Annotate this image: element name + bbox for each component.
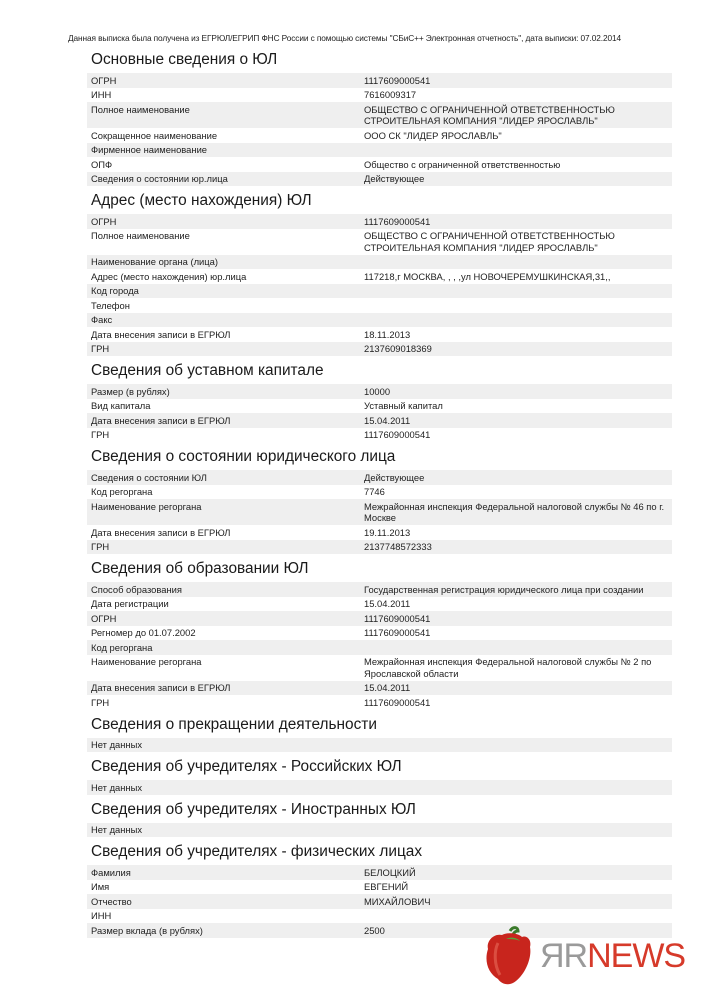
table-row	[87, 540, 672, 555]
field-label: Адрес (место нахождения) юр.лица	[91, 270, 247, 282]
watermark-text-part1: ЯR	[540, 937, 588, 975]
field-value	[364, 910, 672, 922]
field-value: 19.11.2013	[364, 526, 411, 538]
table-row	[87, 413, 672, 428]
field-label: ГРН	[91, 429, 110, 440]
field-value: 117218,г МОСКВА, , , ,ул НОВОЧЕРЕМУШКИНСКАЯ,31,,	[364, 270, 611, 282]
field-label: Дата внесения записи в ЕГРЮЛ	[91, 682, 231, 693]
table-row	[87, 626, 672, 641]
section-title: Сведения о состоянии юридического лица	[91, 448, 396, 465]
table-row	[87, 172, 672, 187]
field-label: Дата внесения записи в ЕГРЮЛ	[91, 526, 231, 538]
field-label: Дата внесения записи в ЕГРЮЛ	[91, 414, 231, 426]
table-row	[87, 269, 672, 284]
field-value: 2137748572333	[364, 541, 432, 552]
table-row	[87, 428, 672, 443]
section-title: Сведения об уставном капитале	[91, 362, 324, 379]
field-label: Наименование регоргана	[91, 500, 202, 512]
field-value: 1117609000541	[364, 696, 431, 708]
table-row	[87, 284, 672, 299]
section-table	[87, 823, 672, 838]
field-value: ЕВГЕНИЙ	[364, 881, 409, 892]
field-label: Имя	[91, 881, 110, 892]
table-row	[87, 597, 672, 612]
field-label: Нет данных	[91, 739, 143, 750]
field-value	[364, 642, 672, 654]
field-value: 1117609000541	[364, 74, 431, 86]
document-body	[87, 50, 672, 943]
field-label: Вид капитала	[91, 400, 151, 411]
field-label: Нет данных	[91, 781, 143, 793]
section-title: Основные сведения о ЮЛ	[91, 51, 278, 68]
field-value	[364, 314, 672, 326]
section-table	[87, 780, 672, 795]
field-value: БЕЛОЦКИЙ	[364, 866, 416, 878]
field-value: ООО СК "ЛИДЕР ЯРОСЛАВЛЬ"	[364, 129, 502, 141]
section-title: Сведения об учредителях - Российских ЮЛ	[91, 758, 402, 775]
field-label: Полное наименование	[91, 103, 190, 115]
table-row	[87, 399, 672, 414]
field-label: Код регоргана	[91, 486, 153, 497]
section-title: Сведения об учредителях - Иностранных ЮЛ	[91, 800, 416, 818]
field-value: Государственная регистрация юридического лица при создании	[364, 583, 644, 595]
table-row	[87, 214, 672, 229]
field-value: Межрайонная инспекция Федеральной налоговой службы № 2 по Ярославской области	[364, 656, 652, 679]
field-label: Наименование органа (лица)	[91, 256, 218, 267]
table-row	[87, 780, 672, 795]
table-row	[87, 880, 672, 895]
field-label: Код города	[91, 285, 139, 296]
table-row	[87, 384, 672, 399]
field-label: Фамилия	[91, 866, 131, 878]
field-value: Уставный капитал	[364, 400, 443, 411]
field-value: Действующее	[364, 471, 425, 483]
table-row	[87, 143, 672, 158]
section-table	[87, 73, 672, 186]
section-title: Сведения об образовании ЮЛ	[91, 560, 309, 577]
field-label: Телефон	[91, 299, 130, 311]
table-row	[87, 681, 672, 696]
extract-source-note: Данная выписка была получена из ЕГРЮЛ/ЕГРИП ФНС России с помощью системы "СБиС++ Электронная отчетность", дата выписки: 07.02.2014	[68, 33, 622, 43]
field-value	[364, 300, 672, 312]
field-value	[364, 782, 672, 794]
section-table	[87, 470, 672, 554]
table-row	[87, 342, 672, 357]
table-row	[87, 485, 672, 500]
section-table	[87, 582, 672, 710]
field-label: Дата регистрации	[91, 598, 169, 609]
field-label: ИНН	[91, 89, 112, 100]
field-value: 1117609000541	[364, 627, 431, 638]
field-value: 18.11.2013	[364, 328, 411, 340]
table-row	[87, 313, 672, 328]
watermark-text	[540, 937, 685, 976]
yarnews-watermark	[480, 925, 686, 990]
field-label: ОГРН	[91, 74, 117, 86]
field-value: 7746	[364, 486, 385, 497]
field-value: 15.04.2011	[364, 414, 411, 426]
field-value: 15.04.2011	[364, 682, 411, 693]
field-value: 15.04.2011	[364, 598, 411, 609]
section-title: Сведения об учредителях - физических лицах	[91, 843, 423, 860]
field-label: Код регоргана	[91, 641, 153, 653]
table-row	[87, 695, 672, 710]
table-row	[87, 894, 672, 909]
field-value: 1117609000541	[364, 612, 431, 624]
table-row	[87, 738, 672, 753]
table-row	[87, 582, 672, 597]
field-value	[364, 739, 672, 751]
table-row	[87, 499, 672, 525]
field-label: ОПФ	[91, 158, 113, 170]
table-row	[87, 157, 672, 172]
field-value: ОБЩЕСТВО С ОГРАНИЧЕННОЙ ОТВЕТСТВЕННОСТЬЮ СТРОИТЕЛЬНАЯ КОМПАНИЯ "ЛИДЕР ЯРОСЛАВЛЬ"	[364, 230, 615, 253]
table-row	[87, 73, 672, 88]
table-row	[87, 298, 672, 313]
field-value: МИХАЙЛОВИЧ	[364, 895, 431, 907]
table-row	[87, 470, 672, 485]
field-value	[364, 824, 672, 836]
table-row	[87, 327, 672, 342]
section-table	[87, 738, 672, 753]
table-row	[87, 229, 672, 255]
field-value: 2500	[364, 924, 385, 936]
table-row	[87, 102, 672, 128]
table-row	[87, 909, 672, 924]
field-label: ГРН	[91, 541, 110, 552]
section-table	[87, 214, 672, 356]
table-row	[87, 128, 672, 143]
field-label: Полное наименование	[91, 230, 190, 241]
field-value: ОБЩЕСТВО С ОГРАНИЧЕННОЙ ОТВЕТСТВЕННОСТЬЮ СТРОИТЕЛЬНАЯ КОМПАНИЯ "ЛИДЕР ЯРОСЛАВЛЬ"	[364, 103, 615, 126]
table-row	[87, 525, 672, 540]
field-label: Дата внесения записи в ЕГРЮЛ	[91, 328, 231, 340]
section-title: Адрес (место нахождения) ЮЛ	[91, 192, 312, 209]
field-label: Сведения о состоянии юр.лица	[91, 173, 228, 184]
field-value	[364, 285, 672, 297]
table-row	[87, 611, 672, 626]
field-label: Регномер до 01.07.2002	[91, 627, 196, 638]
field-value: 1117609000541	[364, 215, 431, 227]
field-label: ГРН	[91, 696, 110, 708]
field-label: Сведения о состоянии ЮЛ	[91, 471, 207, 483]
field-value: Межрайонная инспекция Федеральной налоговой службы № 46 по г. Москве	[364, 500, 665, 523]
table-row	[87, 255, 672, 270]
red-pepper-icon	[480, 925, 540, 987]
field-value: Общество с ограниченной ответственностью	[364, 158, 561, 170]
field-value	[364, 256, 672, 268]
field-label: Отчество	[91, 895, 132, 907]
table-row	[87, 865, 672, 880]
field-value: 1117609000541	[364, 429, 431, 440]
table-row	[87, 823, 672, 838]
field-value: 10000	[364, 385, 391, 397]
field-label: Наименование регоргана	[91, 656, 202, 667]
field-label: Способ образования	[91, 583, 182, 595]
field-value	[364, 144, 672, 156]
field-label: Размер (в рублях)	[91, 385, 170, 397]
section-title: Сведения о прекращении деятельности	[91, 715, 377, 733]
field-label: Факс	[91, 314, 113, 325]
field-label: Нет данных	[91, 824, 143, 835]
field-label: Фирменное наименование	[91, 144, 208, 155]
table-row	[87, 655, 672, 681]
field-label: ОГРН	[91, 612, 117, 624]
section-table	[87, 384, 672, 442]
field-label: Размер вклада (в рублях)	[91, 924, 203, 936]
field-value: 7616009317	[364, 89, 417, 100]
table-row	[87, 640, 672, 655]
table-row	[87, 88, 672, 103]
field-label: Сокращенное наименование	[91, 129, 218, 141]
field-label: ИНН	[91, 910, 112, 921]
watermark-text-part2: NEWS	[587, 937, 686, 975]
field-label: ОГРН	[91, 215, 117, 227]
field-value: Действующее	[364, 173, 425, 184]
field-value: 2137609018369	[364, 343, 432, 354]
field-label: ГРН	[91, 343, 110, 354]
